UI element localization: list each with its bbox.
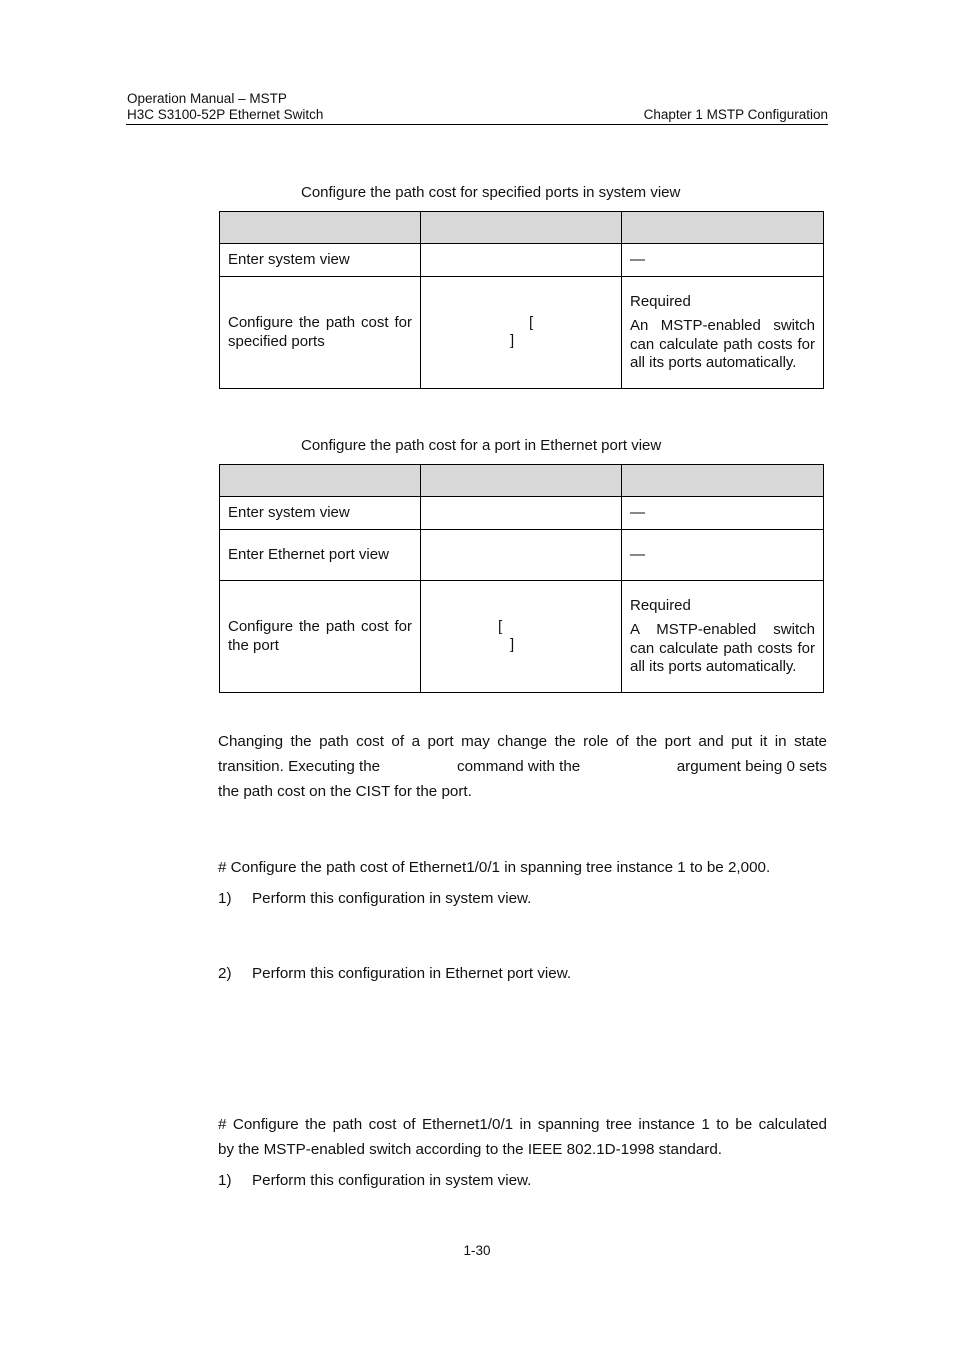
note-line: the path cost on the CIST for the port.	[218, 783, 472, 800]
command-cell	[421, 497, 622, 530]
table2	[219, 464, 824, 693]
operation-cell: Enter Ethernet port view	[220, 530, 421, 581]
table1-caption: Configure the path cost for specified ports in system view	[301, 184, 681, 201]
operation-cell: Enter system view	[220, 497, 421, 530]
manual-title: Operation Manual – MSTP	[127, 91, 287, 106]
remarks-required: Required	[630, 292, 691, 310]
example2-intro-line: by the MSTP-enabled switch according to the IEEE 802.1D-1998 standard.	[218, 1141, 723, 1158]
operation-cell: Configure the path cost for the port	[220, 581, 421, 693]
step-number: 2)	[218, 965, 232, 982]
table1-header-cell	[421, 212, 622, 244]
bracket-open: [	[529, 314, 534, 331]
remarks-cell	[622, 581, 824, 693]
page-number: 1-30	[463, 1243, 491, 1258]
table-row	[220, 244, 824, 277]
table1-header-row	[220, 212, 824, 244]
command-cell	[421, 581, 622, 693]
bracket-close: ]	[510, 332, 515, 349]
table1-header-cell	[220, 212, 421, 244]
remarks-body: A MSTP-enabled switch can calculate path costs for all its ports automatically.	[630, 621, 815, 675]
note-line: argument being 0 sets	[676, 758, 827, 775]
table2-header-row	[220, 465, 824, 497]
bracket-close: ]	[510, 636, 515, 653]
step-text: Perform this configuration in Ethernet port view.	[252, 965, 572, 982]
step-number: 1)	[218, 1172, 232, 1189]
step-text: Perform this configuration in system view.	[252, 1172, 532, 1189]
remarks-cell	[622, 277, 824, 389]
table2-header-cell	[421, 465, 622, 497]
table2-header-cell	[220, 465, 421, 497]
command-cell	[421, 244, 622, 277]
step-text: Perform this configuration in system view.	[252, 890, 532, 907]
note-line: Changing the path cost of a port may change the role of the port and put it in state	[218, 733, 827, 750]
step-number: 1)	[218, 890, 232, 907]
remarks-body: An MSTP-enabled switch can calculate path costs for all its ports automatically.	[630, 317, 815, 371]
operation-cell: Configure the path cost for specified ports	[220, 277, 421, 389]
command-cell	[421, 277, 622, 389]
command-brackets	[429, 618, 613, 655]
remarks-required: Required	[630, 596, 691, 614]
table-row	[220, 497, 824, 530]
remarks-cell: —	[622, 497, 824, 530]
example1-intro: # Configure the path cost of Ethernet1/0/1 in spanning tree instance 1 to be 2,000.	[218, 859, 771, 876]
header-rule	[126, 124, 828, 125]
example2-intro-line: # Configure the path cost of Ethernet1/0/1 in spanning tree instance 1 to be calculated	[218, 1116, 827, 1133]
command-brackets	[429, 314, 613, 351]
table2-caption: Configure the path cost for a port in Ethernet port view	[301, 437, 662, 454]
running-header-left	[127, 91, 323, 123]
table-row	[220, 530, 824, 581]
table1	[219, 211, 824, 389]
bracket-open: [	[498, 618, 503, 635]
table-row	[220, 277, 824, 389]
table1-header-cell	[622, 212, 824, 244]
remarks-cell: —	[622, 530, 824, 581]
command-cell	[421, 530, 622, 581]
note-line: transition. Executing the	[218, 758, 381, 775]
chapter-title: Chapter 1 MSTP Configuration	[643, 107, 828, 122]
product-name: H3C S3100-52P Ethernet Switch	[127, 107, 324, 122]
operation-cell: Enter system view	[220, 244, 421, 277]
table2-header-cell	[622, 465, 824, 497]
note-line: command with the	[457, 758, 581, 775]
remarks-cell: —	[622, 244, 824, 277]
table-row	[220, 581, 824, 693]
